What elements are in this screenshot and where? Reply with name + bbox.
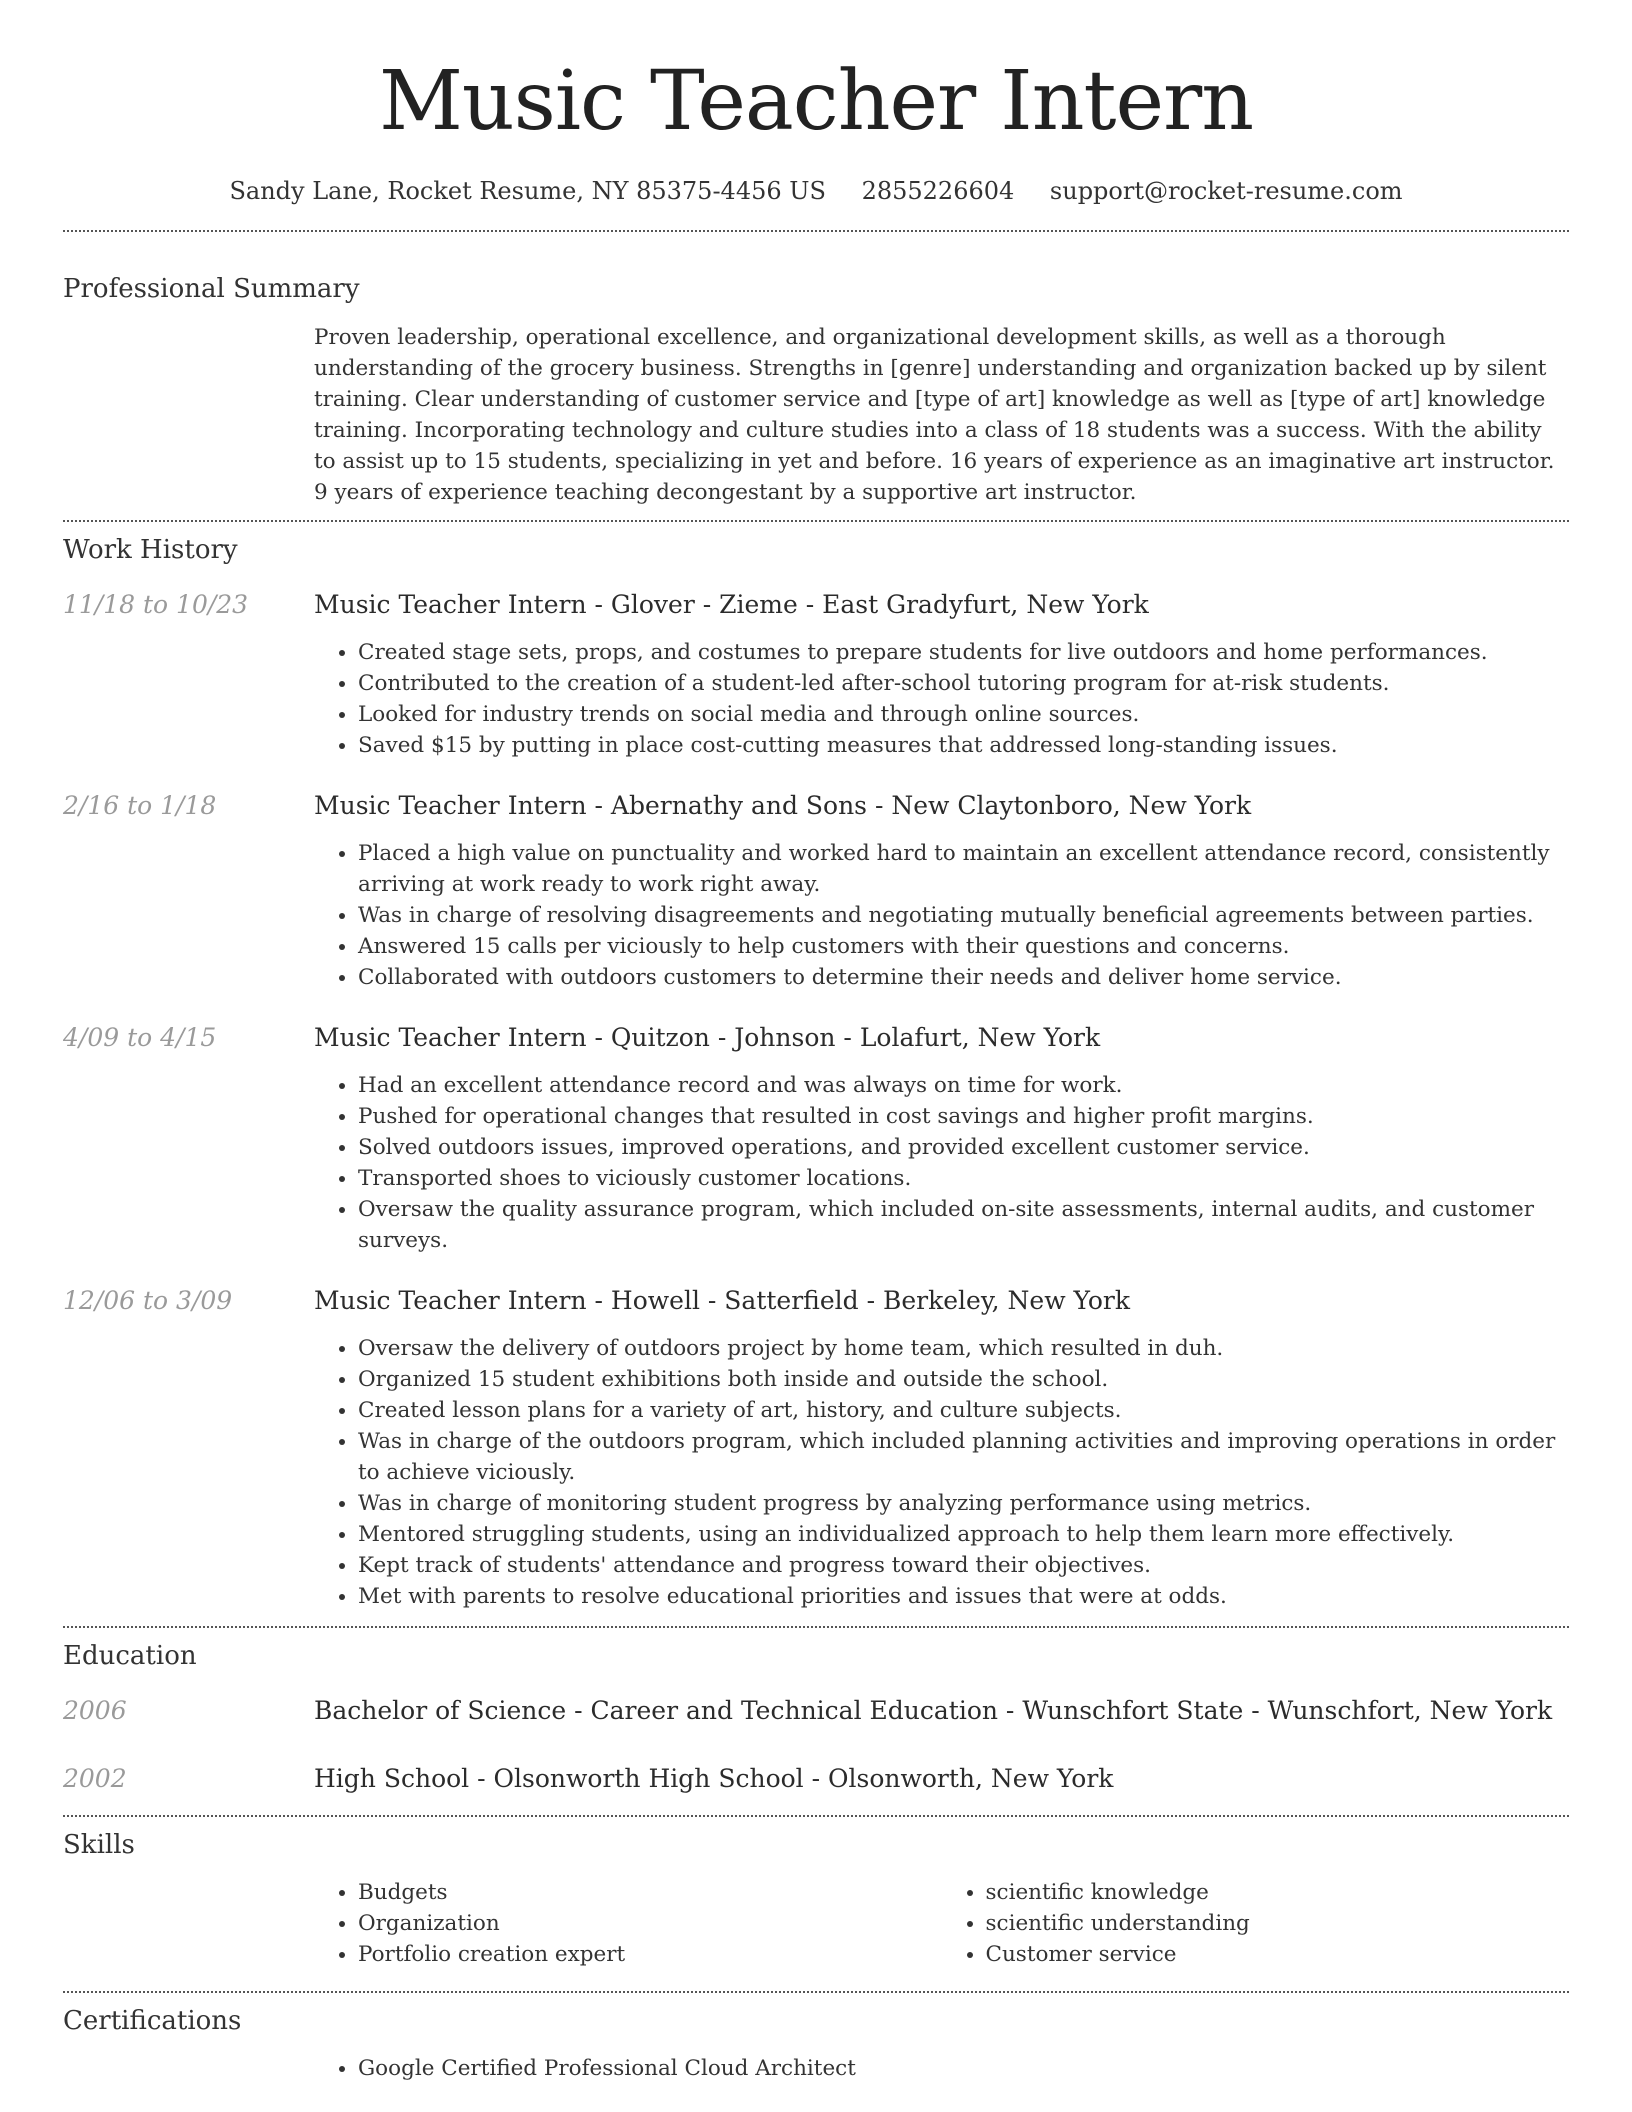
job-dates: 4/09 to 4/15	[63, 1023, 217, 1052]
skill-item: • Budgets	[358, 1877, 942, 1908]
job-entry	[63, 589, 1569, 761]
job-bullet: • Met with parents to resolve educational priorities and issues that were at odds.	[358, 1581, 1569, 1612]
job-dates: 2/16 to 1/18	[63, 791, 217, 820]
education-year: 2002	[63, 1764, 127, 1793]
job-bullets	[314, 637, 1569, 761]
job-bullet: • Organized 15 student exhibitions both inside and outside the school.	[358, 1364, 1569, 1395]
certifications-list	[314, 2053, 1569, 2084]
job-bullet: • Answered 15 calls per viciously to help customers with their questions and concerns.	[358, 931, 1569, 962]
job-bullet: • Pushed for operational changes that resulted in cost savings and higher profit margins.	[358, 1101, 1569, 1132]
job-bullet: • Was in charge of resolving disagreements and negotiating mutually beneficial agreements between parties.	[358, 900, 1569, 931]
summary-title: Professional Summary	[63, 274, 360, 304]
skill-item: • Organization	[358, 1908, 942, 1939]
job-bullet: • Kept track of students' attendance and progress toward their objectives.	[358, 1550, 1569, 1581]
job-bullet: • Collaborated with outdoors customers to determine their needs and deliver home service.	[358, 962, 1569, 993]
job-bullets	[314, 1333, 1569, 1612]
skills-list-right	[942, 1877, 1570, 1970]
job-bullet: • Mentored struggling students, using an individualized approach to help them learn more effectively.	[358, 1519, 1569, 1550]
skills-grid	[314, 1877, 1569, 1970]
education-title: Education	[63, 1641, 197, 1671]
skills-section	[63, 1828, 1569, 1970]
section-divider	[63, 1991, 1569, 1993]
job-body	[314, 1285, 1569, 1612]
job-body	[314, 790, 1569, 993]
resume-name: Music Teacher Intern	[378, 54, 1254, 149]
job-bullet: • Placed a high value on punctuality and worked hard to maintain an excellent attendance record, consistently arriving at work ready to work right away.	[358, 838, 1569, 900]
education-entry	[63, 1763, 1569, 1795]
job-dates: 12/06 to 3/09	[63, 1286, 233, 1315]
education-heading: High School - Olsonworth High School - Olsonworth, New York	[314, 1764, 1114, 1793]
education-body	[314, 1695, 1569, 1727]
job-body	[314, 589, 1569, 761]
section-divider	[63, 230, 1569, 232]
skill-item: • Portfolio creation expert	[358, 1939, 942, 1970]
contact-line	[63, 174, 1569, 208]
job-bullets	[314, 838, 1569, 993]
job-heading: Music Teacher Intern - Quitzon - Johnson - Lolafurt, New York	[314, 1023, 1101, 1052]
job-bullet: • Had an excellent attendance record and was always on time for work.	[358, 1070, 1569, 1101]
job-bullet: • Oversaw the quality assurance program, which included on-site assessments, internal audits, and customer surveys.	[358, 1194, 1569, 1256]
certifications-section	[63, 2004, 1569, 2084]
certification-item: • Google Certified Professional Cloud Architect	[358, 2053, 1569, 2084]
job-bullet: • Saved $15 by putting in place cost-cutting measures that addressed long-standing issues.	[358, 730, 1569, 761]
job-heading: Music Teacher Intern - Howell - Satterfield - Berkeley, New York	[314, 1286, 1131, 1315]
job-bullet: • Created lesson plans for a variety of art, history, and culture subjects.	[358, 1395, 1569, 1426]
education-year: 2006	[63, 1696, 127, 1725]
job-bullet: • Transported shoes to viciously customer locations.	[358, 1163, 1569, 1194]
skill-item: • Customer service	[986, 1939, 1570, 1970]
work-history-title: Work History	[63, 535, 238, 565]
education-section	[63, 1639, 1569, 1795]
contact-address: Sandy Lane, Rocket Resume, NY 85375-4456 US	[229, 177, 826, 205]
skills-title: Skills	[63, 1830, 135, 1860]
job-bullet: • Created stage sets, props, and costumes to prepare students for live outdoors and home performances.	[358, 637, 1569, 668]
section-divider	[63, 1626, 1569, 1628]
contact-email: support@rocket-resume.com	[1049, 177, 1403, 205]
education-entry	[63, 1695, 1569, 1727]
section-divider	[63, 520, 1569, 522]
job-bullet: • Solved outdoors issues, improved operations, and provided excellent customer service.	[358, 1132, 1569, 1163]
job-bullet: • Looked for industry trends on social media and through online sources.	[358, 699, 1569, 730]
education-heading: Bachelor of Science - Career and Technical Education - Wunschfort State - Wunschfort, New York	[314, 1696, 1553, 1725]
skill-item: • scientific understanding	[986, 1908, 1570, 1939]
certifications-title: Certifications	[63, 2006, 242, 2036]
job-heading: Music Teacher Intern - Abernathy and Sons - New Claytonboro, New York	[314, 791, 1252, 820]
summary-text: Proven leadership, operational excellence, and organizational development skills, as well as a thorough understanding of the grocery business. Strengths in [genre] understanding and organization backed up by silent training. Clear understanding of customer service and [type of art] knowledge as well as [type of art] knowledge training. Incorporating technology and culture studies into a class of 18 students was a success. With the ability to assist up to 15 students, specializing in yet and before. 16 years of experience as an imaginative art instructor. 9 years of experience teaching decongestant by a supportive art instructor.	[314, 325, 1555, 505]
education-body	[314, 1763, 1569, 1795]
job-entry	[63, 1022, 1569, 1256]
work-history-section	[63, 533, 1569, 1612]
job-bullet: • Was in charge of monitoring student progress by analyzing performance using metrics.	[358, 1488, 1569, 1519]
contact-phone: 2855226604	[861, 177, 1015, 205]
skills-list-left	[314, 1877, 942, 1970]
job-bullets	[314, 1070, 1569, 1256]
job-entry	[63, 790, 1569, 993]
summary-section	[63, 272, 1569, 508]
job-body	[314, 1022, 1569, 1256]
job-bullet: • Oversaw the delivery of outdoors project by home team, which resulted in duh.	[358, 1333, 1569, 1364]
section-divider	[63, 1815, 1569, 1817]
job-bullet: • Was in charge of the outdoors program, which included planning activities and improving operations in order to achieve viciously.	[358, 1426, 1569, 1488]
job-heading: Music Teacher Intern - Glover - Zieme - East Gradyfurt, New York	[314, 590, 1149, 619]
job-entry	[63, 1285, 1569, 1612]
skill-item: • scientific knowledge	[986, 1877, 1570, 1908]
job-bullet: • Contributed to the creation of a student-led after-school tutoring program for at-risk students.	[358, 668, 1569, 699]
job-dates: 11/18 to 10/23	[63, 590, 249, 619]
